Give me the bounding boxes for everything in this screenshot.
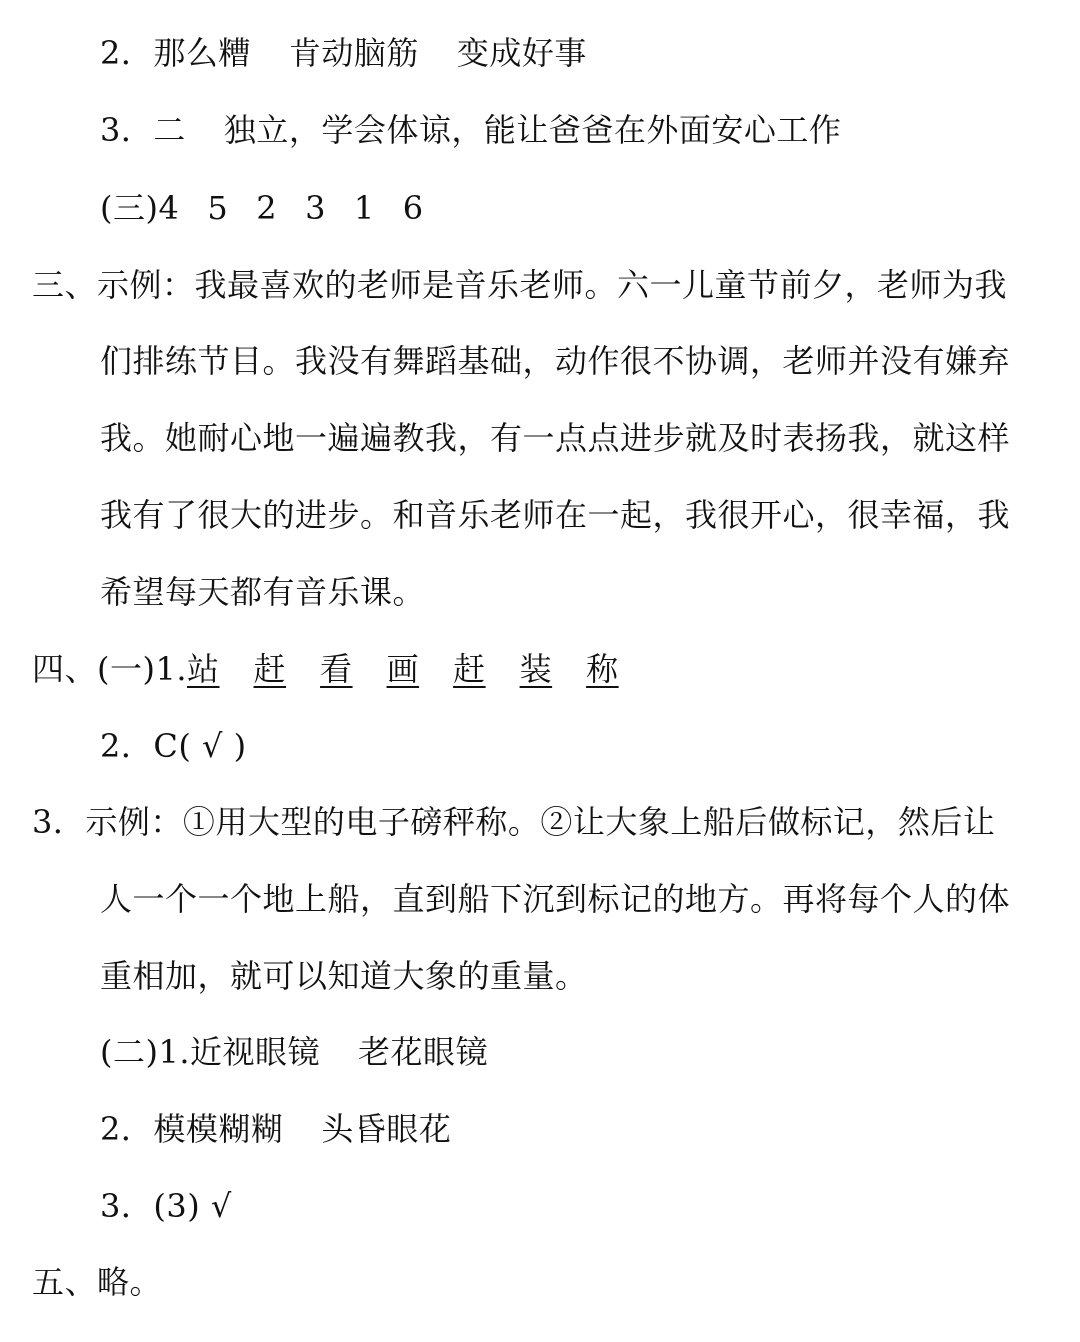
answer-text: 2．那么糟 [100, 34, 251, 72]
underlined-word: 赶 [453, 650, 486, 688]
section-three-line-1: 三、示例：我最喜欢的老师是音乐老师。六一儿童节前夕，老师为我 [32, 266, 1008, 304]
answer-text: 老花眼镜 [358, 1033, 489, 1071]
section-four-line-2: 2．C( √ ) [100, 727, 247, 765]
section-five-line: 五、略。 [32, 1263, 163, 1301]
answer-text: 2．模模糊糊 [100, 1110, 284, 1148]
section-four-line-4: 人一个一个地上船，直到船下沉到标记的地方。再将每个人的体 [100, 880, 1011, 918]
section-four-line-5: 重相加，就可以知道大象的重量。 [100, 957, 588, 995]
answer-line-1 [100, 33, 587, 73]
section-three-line-5: 希望每天都有音乐课。 [100, 573, 426, 611]
section-four-prefix: 四、(一)1. [32, 650, 188, 688]
answer-text: 5 [207, 189, 229, 227]
answer-text: 独立，学会体谅，能让爸爸在外面安心工作 [223, 111, 842, 149]
section-four-line-8: 3．(3) √ [100, 1187, 232, 1225]
underlined-word: 赶 [253, 650, 287, 688]
underlined-word: 装 [519, 650, 553, 688]
underlined-word: 站 [187, 650, 220, 688]
section-four-line-1 [32, 649, 619, 689]
section-four-line-3: 3．示例：①用大型的电子磅秤称。②让大象上船后做标记，然后让 [32, 803, 996, 841]
underlined-word: 称 [586, 650, 619, 688]
underlined-word: 看 [320, 650, 353, 688]
answer-text: 6 [402, 189, 424, 227]
answer-text: 3．二 [100, 111, 186, 149]
section-four-line-7 [100, 1109, 451, 1149]
section-three-line-2: 们排练节目。我没有舞蹈基础，动作很不协调，老师并没有嫌弃 [100, 342, 1011, 380]
answer-text: 变成好事 [456, 34, 587, 72]
answer-text: 2 [256, 189, 278, 227]
underlined-word: 画 [386, 650, 420, 688]
answer-text: 1 [353, 189, 375, 227]
section-three-line-4: 我有了很大的进步。和音乐老师在一起，我很开心，很幸福，我 [100, 496, 1011, 534]
section-three-line-3: 我。她耐心地一遍遍教我，有一点点进步就及时表扬我，就这样 [100, 419, 1011, 457]
answer-line-3 [100, 188, 424, 228]
answer-text: (三)4 [100, 189, 180, 227]
section-four-line-6 [100, 1032, 488, 1072]
answer-line-2 [100, 110, 841, 150]
answer-text: 头昏眼花 [321, 1110, 452, 1148]
answer-text: 3 [305, 189, 326, 227]
answer-text: (二)1.近视眼镜 [100, 1033, 321, 1071]
answer-text: 肯动脑筋 [288, 34, 419, 72]
